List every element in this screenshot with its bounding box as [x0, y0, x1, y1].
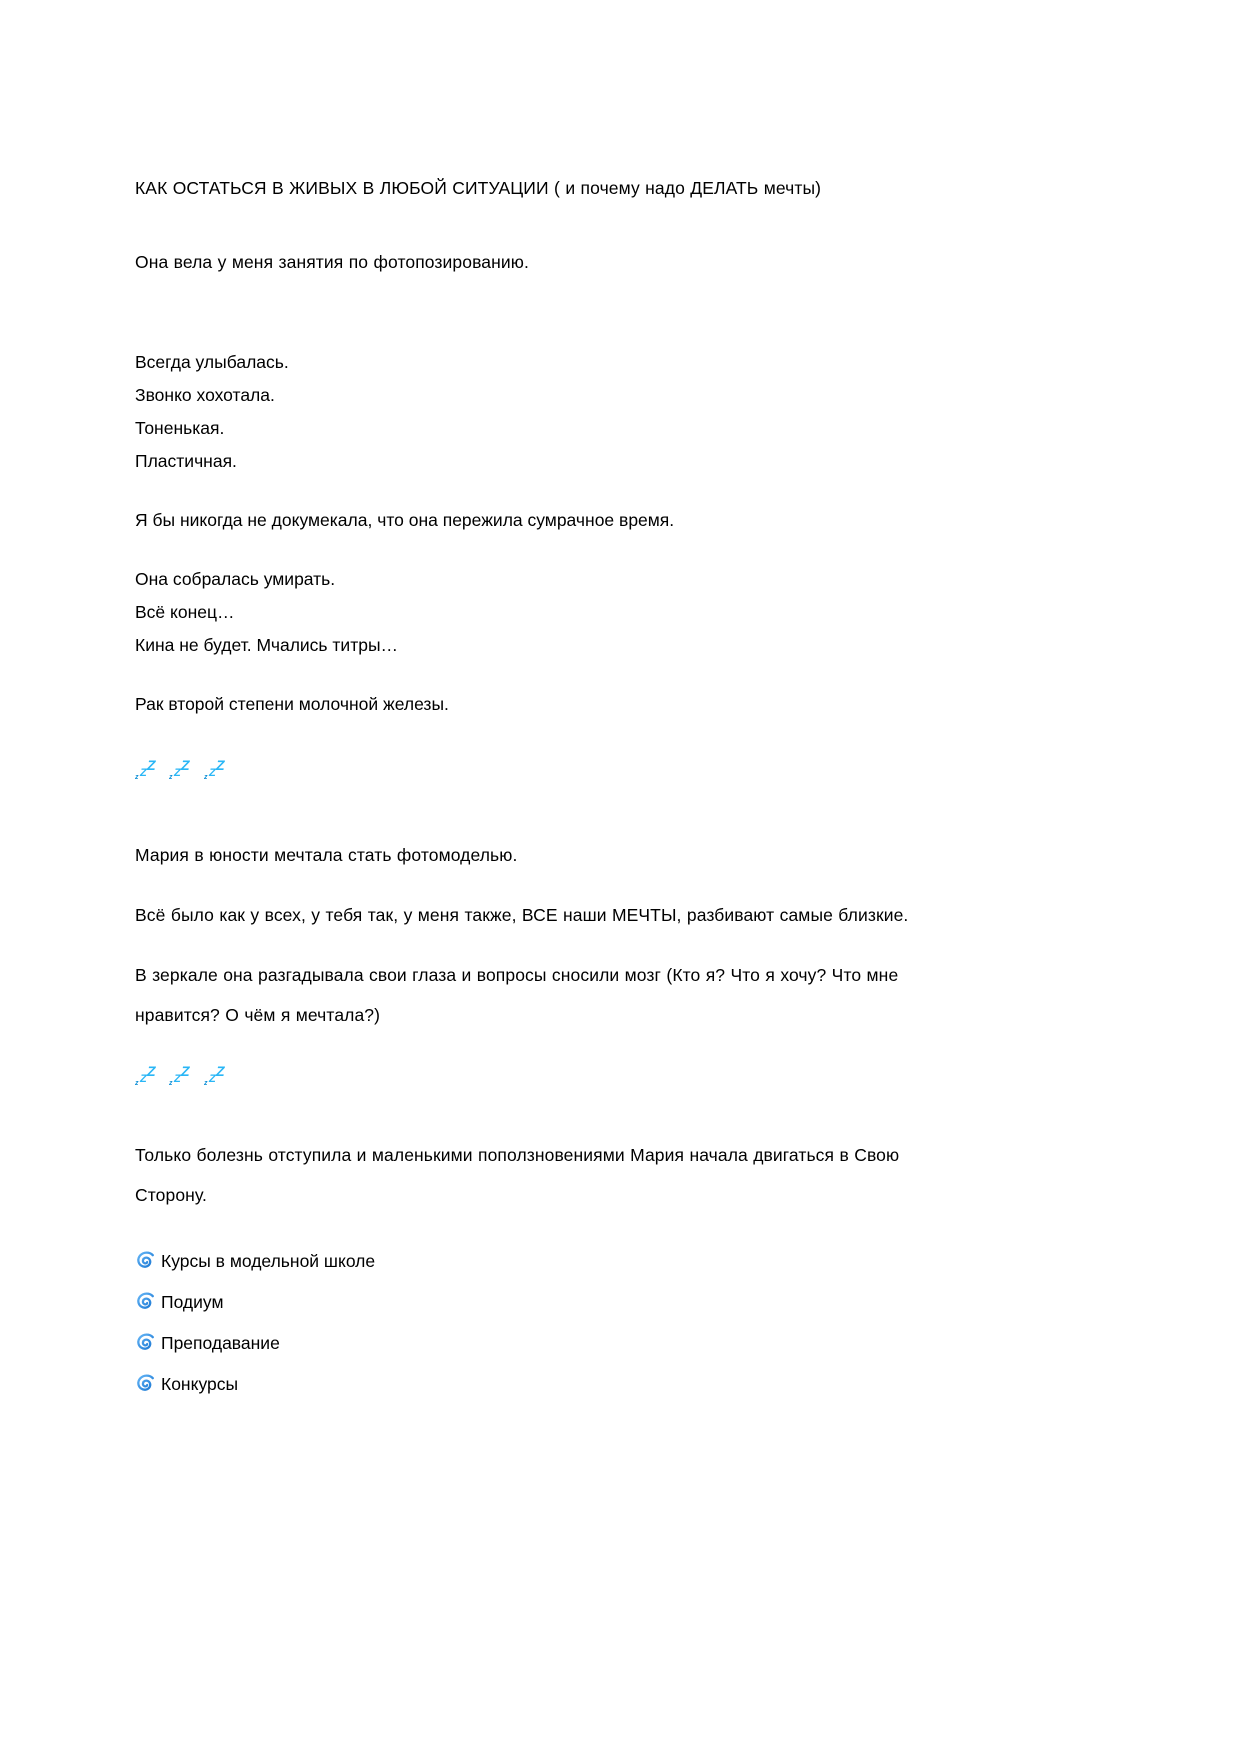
section-separator-sleeping-zzz-1 — [135, 755, 950, 785]
sleeping-zzz-emoji — [135, 1065, 161, 1087]
svg-text:z: z — [169, 1079, 173, 1087]
svg-text:z: z — [135, 773, 139, 781]
paragraph-dying-2: Всё конец… — [135, 602, 235, 622]
svg-text:Z: Z — [174, 766, 182, 779]
cyclone-icon — [135, 1333, 156, 1354]
paragraph-recovery: Только болезнь отступила и маленькими поползновениями Мария начала двигаться в Свою Сторону. — [135, 1145, 900, 1205]
cyclone-icon — [135, 1374, 156, 1395]
paragraph-dying-3: Кина не будет. Мчались титры… — [135, 635, 399, 655]
list-item — [135, 1323, 950, 1364]
spacer — [135, 282, 950, 346]
svg-text:Z: Z — [174, 1072, 182, 1085]
cyclone-icon — [135, 1292, 156, 1313]
paragraph-intro: Она вела у меня занятия по фотопозированию. — [135, 252, 529, 272]
spacer — [135, 875, 950, 895]
list-item — [135, 1364, 950, 1405]
svg-text:Z: Z — [147, 1064, 156, 1079]
svg-text:Z: Z — [140, 766, 147, 779]
svg-text:Z: Z — [147, 758, 156, 773]
list-item-label: Конкурсы — [161, 1374, 239, 1394]
paragraph-dying-1: Она собралась умирать. — [135, 569, 336, 589]
list-item — [135, 1241, 950, 1282]
paragraph-trait-1: Всегда улыбалась. — [135, 352, 289, 372]
svg-text:z: z — [203, 773, 208, 781]
spacer — [135, 1035, 950, 1061]
list-item-label: Преподавание — [161, 1333, 280, 1353]
paragraph-trait-3: Тоненькая. — [135, 418, 225, 438]
cyclone-icon — [135, 1251, 156, 1272]
spacer — [135, 478, 950, 504]
paragraph-trait-2: Звонко хохотала. — [135, 385, 275, 405]
paragraph-dream: Мария в юности мечтала стать фотомоделью. — [135, 845, 518, 865]
page-title: КАК ОСТАТЬСЯ В ЖИВЫХ В ЛЮБОЙ СИТУАЦИИ ( и почему надо ДЕЛАТЬ мечты) — [135, 178, 822, 198]
spacer — [135, 537, 950, 563]
paragraph-mirror: В зеркале она разгадывала свои глаза и вопросы сносили мозг (Кто я? Что я хочу? Что мне нравится? О чём я мечтала?) — [135, 965, 899, 1025]
spacer — [135, 208, 950, 242]
sleeping-zzz-emoji — [135, 759, 161, 781]
svg-text:z: z — [203, 1079, 208, 1087]
document-body — [135, 168, 950, 1405]
spacer — [135, 1215, 950, 1241]
sleeping-zzz-emoji — [169, 759, 195, 781]
list-item-label: Подиум — [161, 1292, 224, 1312]
sleeping-zzz-emoji — [169, 1065, 195, 1087]
list-item — [135, 1282, 950, 1323]
svg-text:z: z — [135, 1079, 139, 1087]
spacer — [135, 721, 950, 755]
svg-text:Z: Z — [208, 1072, 216, 1085]
svg-text:Z: Z — [181, 1064, 191, 1079]
svg-text:Z: Z — [140, 1072, 147, 1085]
spacer — [135, 785, 950, 835]
paragraph-diagnosis: Рак второй степени молочной железы. — [135, 694, 449, 714]
activity-list — [135, 1241, 950, 1405]
paragraph-dreams-broken: Всё было как у всех, у тебя так, у меня также, ВСЕ наши МЕЧТЫ, разбивают самые близкие. — [135, 905, 909, 925]
list-item-label: Курсы в модельной школе — [161, 1251, 376, 1271]
spacer — [135, 1091, 950, 1135]
svg-text:Z: Z — [208, 766, 216, 779]
spacer — [135, 935, 950, 955]
paragraph-realization: Я бы никогда не докумекала, что она пережила сумрачное время. — [135, 510, 675, 530]
sleeping-zzz-emoji — [204, 759, 230, 781]
paragraph-trait-4: Пластичная. — [135, 451, 237, 471]
sleeping-zzz-emoji — [204, 1065, 230, 1087]
spacer — [135, 662, 950, 688]
section-separator-sleeping-zzz-2 — [135, 1061, 950, 1091]
svg-text:Z: Z — [215, 1064, 225, 1079]
svg-text:Z: Z — [215, 758, 225, 773]
svg-text:z: z — [169, 773, 173, 781]
svg-text:Z: Z — [181, 758, 191, 773]
